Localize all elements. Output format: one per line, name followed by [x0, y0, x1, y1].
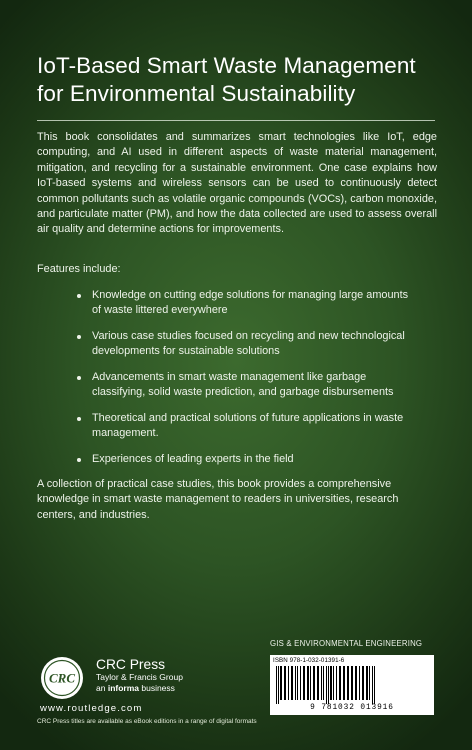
barcode-bar	[323, 666, 324, 700]
feature-item	[37, 370, 412, 400]
features-heading: Features include:	[37, 263, 121, 275]
barcode-bar	[374, 666, 375, 704]
barcode-bar	[326, 666, 327, 704]
barcode-bar	[333, 666, 334, 700]
barcode-bar	[372, 666, 373, 704]
isbn-label: ISBN 978-1-032-01391-6	[273, 657, 345, 664]
business-brand: informa	[107, 683, 139, 693]
publisher-website[interactable]: www.routledge.com	[40, 703, 143, 714]
bullet-icon	[77, 335, 81, 339]
barcode-bar	[366, 666, 368, 700]
feature-text: Various case studies focused on recycling and new technological developments for sustainable solutions	[92, 329, 405, 358]
barcode-bar	[276, 666, 277, 704]
barcode-bar	[369, 666, 370, 700]
barcode-bar	[347, 666, 349, 700]
barcode-digits: 9 781032 013916	[310, 704, 394, 712]
bullet-icon	[77, 417, 81, 421]
barcode-bar	[328, 666, 329, 704]
feature-item	[37, 452, 412, 467]
barcode-bar	[343, 666, 345, 700]
feature-item	[37, 288, 412, 318]
barcode-bar	[355, 666, 357, 700]
publisher-info	[96, 657, 183, 694]
barcode-bar	[321, 666, 322, 700]
book-description: This book consolidates and summarizes smart technologies like IoT, edge computing, and AI used in different aspects of waste material management, mitigation, and recycling for a sustainable environment. One case explains how IoT-based systems and wireless sensors can be used to continuously detect common pollutants such as volatile organic compounds (VOCs), carbon monoxide, and particulate matter (PM), and how the data collected are used to assess overall air quality and determine actions for improvements.	[37, 131, 437, 236]
series-name: GIS & ENVIRONMENTAL ENGINEERING	[270, 639, 423, 648]
feature-text: Advancements in smart waste management like garbage classifying, solid waste prediction, and garbage disbursements	[92, 370, 394, 399]
book-title-line-1: IoT-Based Smart Waste Management	[37, 53, 416, 78]
crc-press-logo	[40, 656, 84, 700]
logo-text: CRC	[48, 670, 76, 686]
title-divider	[37, 120, 435, 121]
barcode	[270, 655, 434, 715]
feature-item	[37, 329, 412, 359]
feature-text: Theoretical and practical solutions of future applications in waste management.	[92, 411, 404, 439]
bullet-icon	[77, 376, 81, 380]
feature-text: Experiences of leading experts in the field	[92, 452, 294, 465]
barcode-bar	[359, 666, 360, 700]
book-title-line-2: for Environmental Sustainability	[37, 81, 356, 106]
ebook-note: CRC Press titles are available as eBook editions in a range of digital formats	[37, 718, 257, 725]
barcode-bar	[330, 666, 332, 700]
barcode-bar	[313, 666, 315, 700]
feature-item	[37, 411, 412, 441]
publisher-name: CRC Press	[96, 657, 165, 672]
barcode-bar	[339, 666, 341, 700]
barcode-bar	[295, 666, 296, 700]
barcode-bars	[276, 666, 428, 704]
barcode-bar	[291, 666, 293, 700]
bullet-icon	[77, 458, 81, 462]
bullet-icon	[77, 294, 81, 298]
closing-paragraph: A collection of practical case studies, this book provides a comprehensive knowledge in smart waste management to readers in universities, research centers, and industries.	[37, 478, 399, 521]
barcode-bar	[303, 666, 305, 700]
barcode-bar	[362, 666, 364, 700]
feature-text: Knowledge on cutting edge solutions for managing large amounts of waste littered everywhere	[92, 289, 409, 317]
barcode-bar	[300, 666, 301, 700]
barcode-bar	[284, 666, 286, 700]
barcode-bar	[297, 666, 298, 700]
barcode-bar	[278, 666, 279, 704]
barcode-bar	[317, 666, 319, 700]
barcode-bar	[307, 666, 309, 700]
barcode-bar	[280, 666, 282, 700]
barcode-bar	[336, 666, 337, 700]
publisher-group: Taylor & Francis Group	[96, 672, 183, 682]
features-list	[37, 288, 437, 477]
barcode-bar	[351, 666, 353, 700]
business-prefix: an	[96, 683, 108, 693]
barcode-bar	[310, 666, 311, 700]
barcode-bar	[288, 666, 289, 700]
business-suffix: business	[139, 683, 175, 693]
book-title	[37, 52, 447, 108]
publisher-business	[96, 683, 183, 694]
